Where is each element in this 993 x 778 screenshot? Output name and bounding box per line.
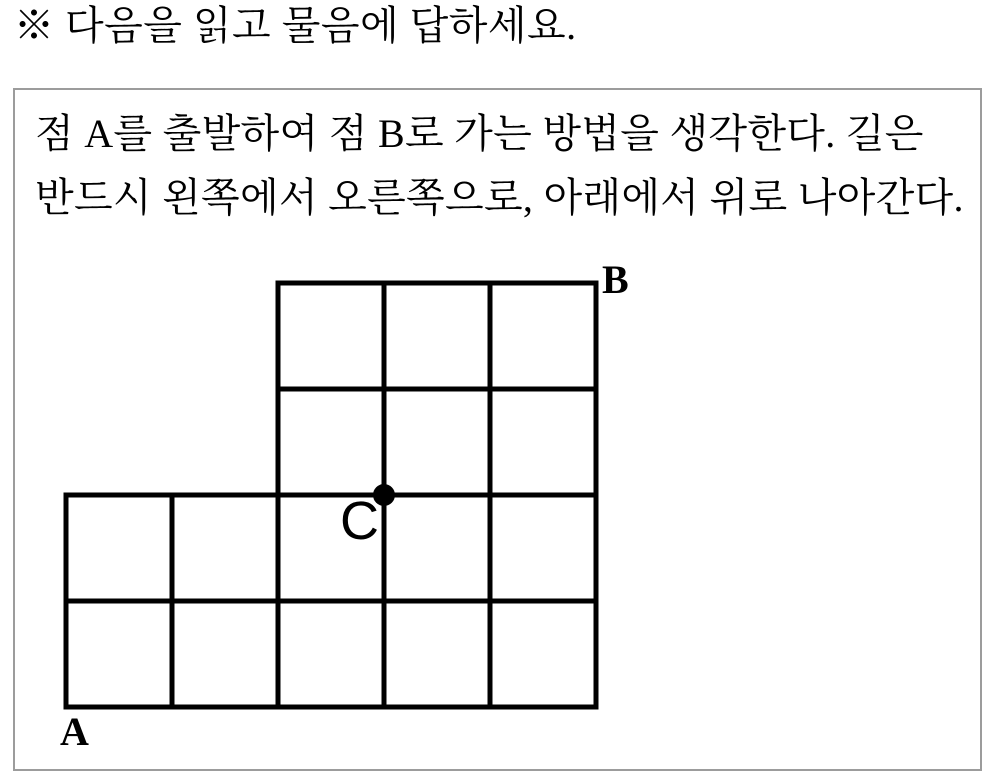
problem-text-line-2: 반드시 왼쪽에서 오른쪽으로, 아래에서 위로 나아간다.: [35, 175, 964, 220]
instruction-heading: ※ 다음을 읽고 물음에 답하세요.: [14, 3, 577, 48]
point-b-label: B: [602, 257, 629, 302]
point-c-label: C: [340, 491, 379, 551]
problem-text-line-1: 점 A를 출발하여 점 B로 가는 방법을 생각한다. 길은: [35, 111, 924, 156]
point-a-label: A: [60, 709, 89, 754]
